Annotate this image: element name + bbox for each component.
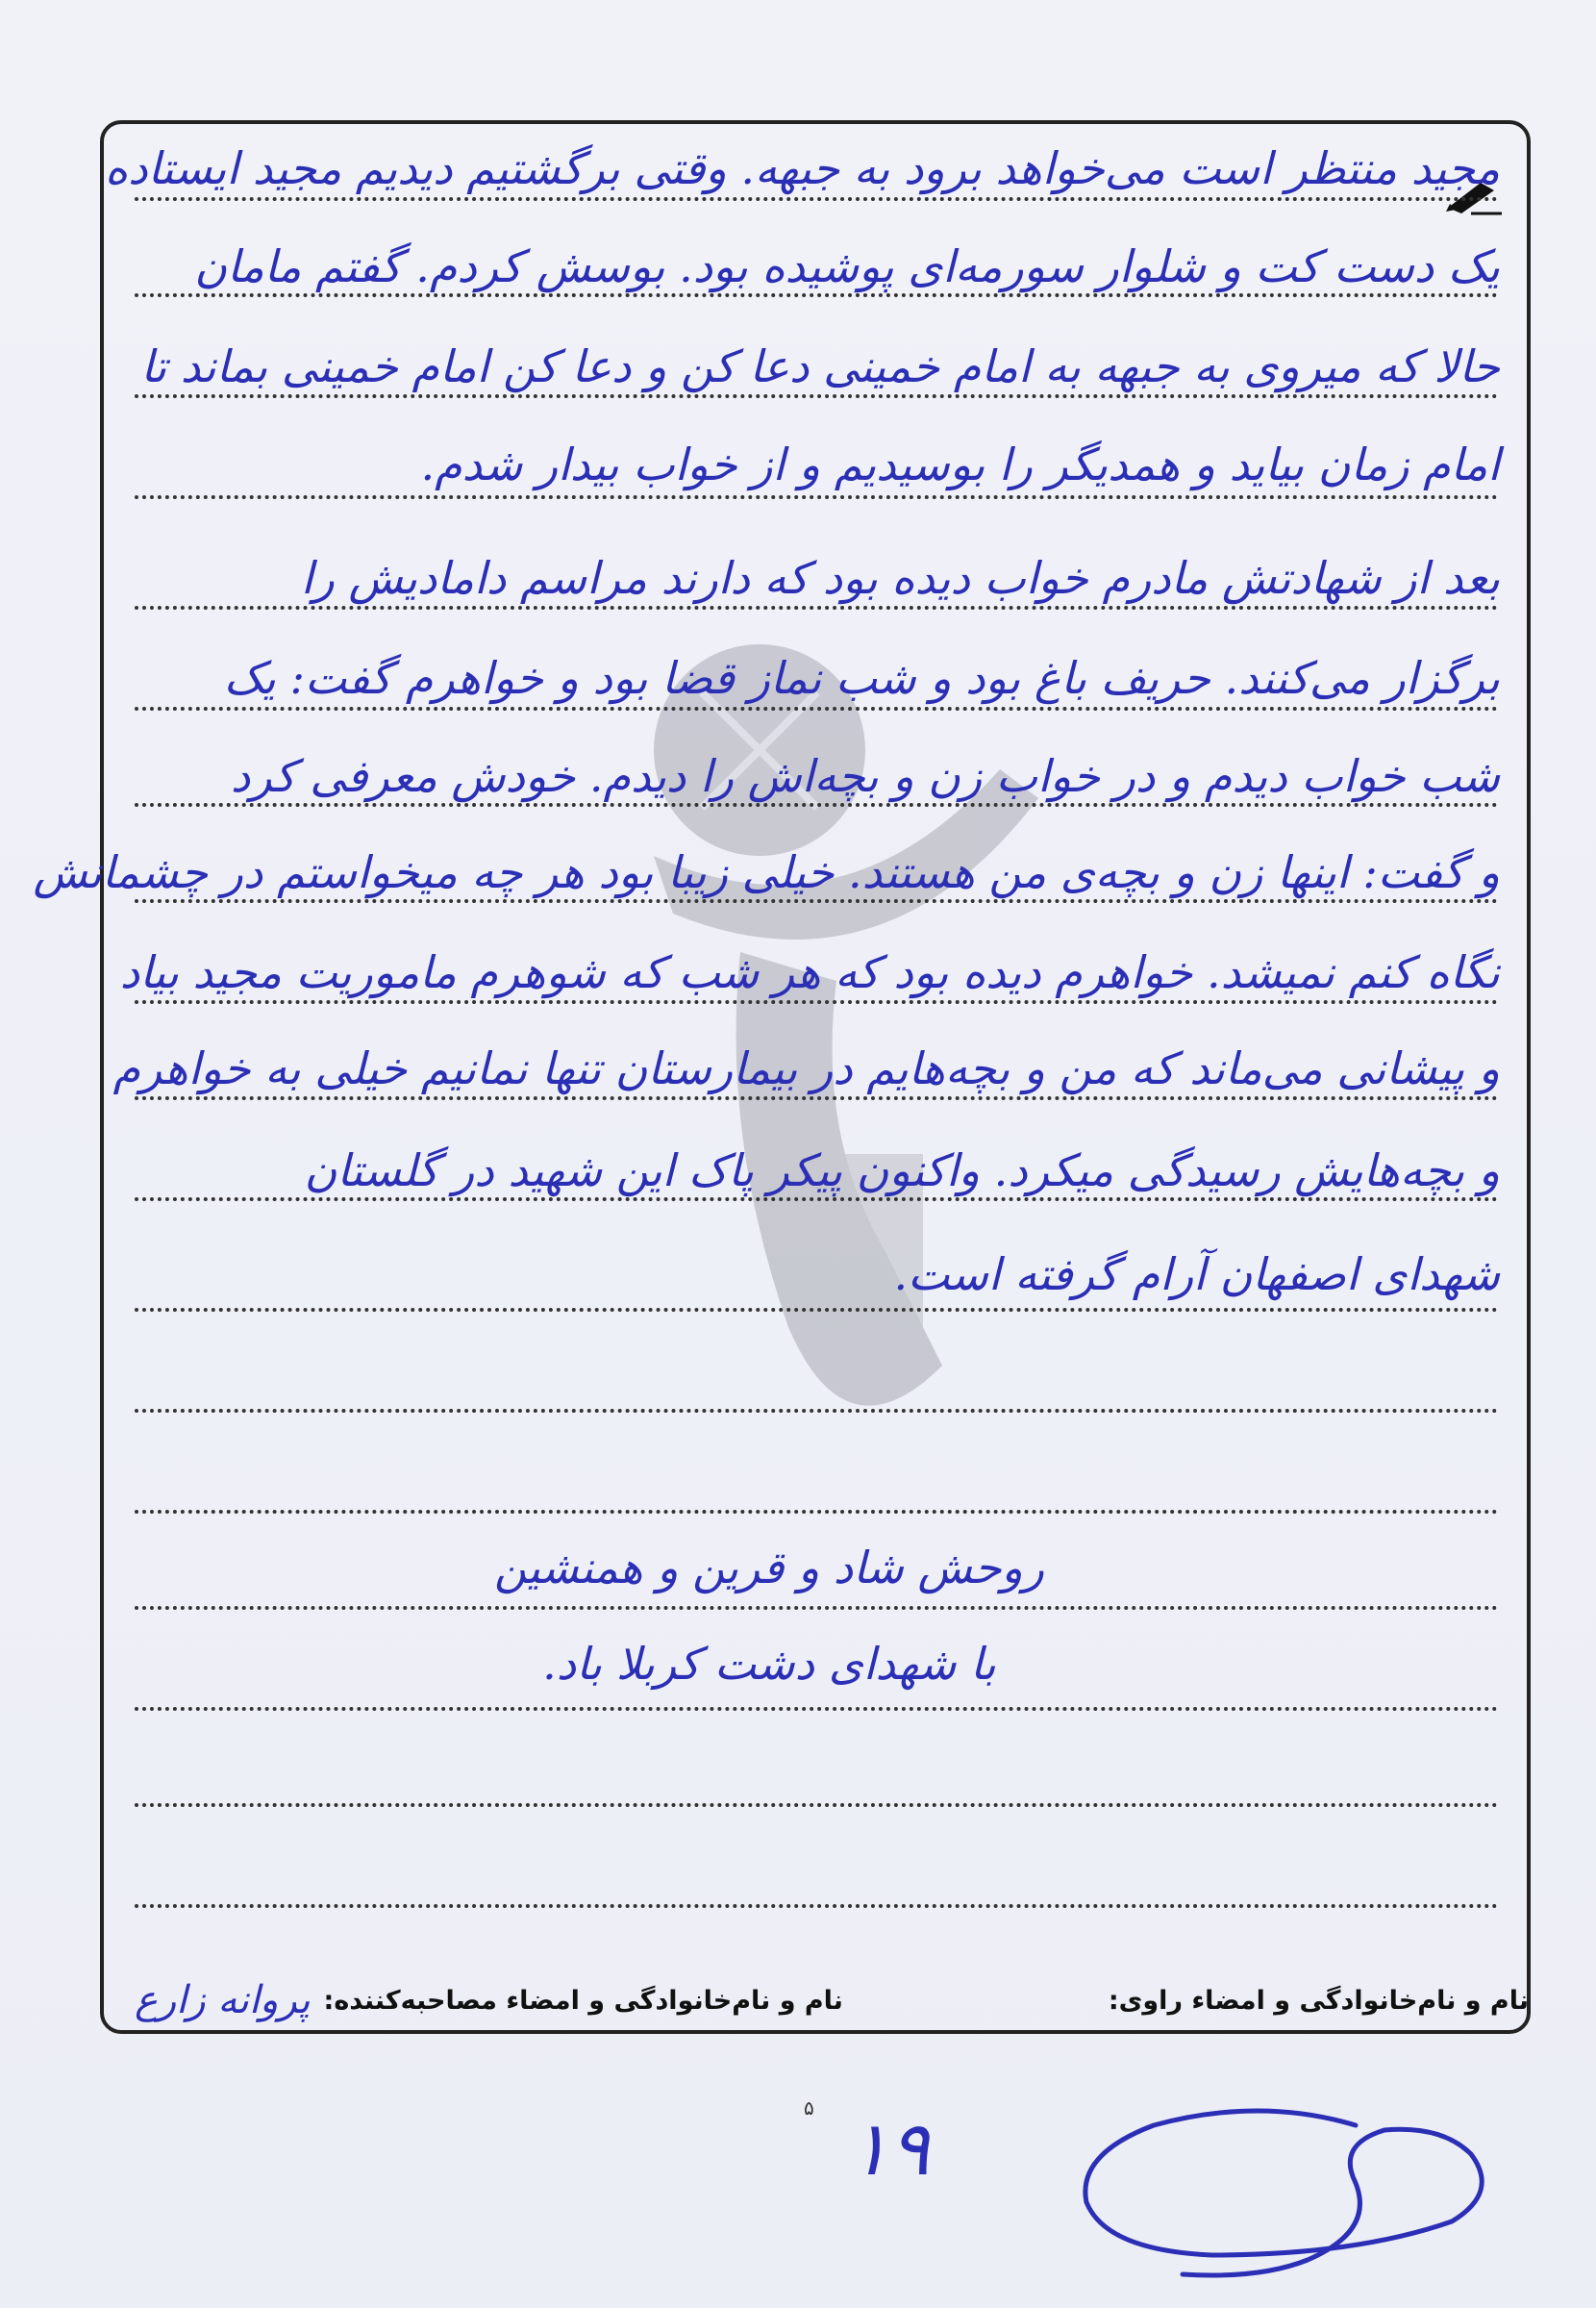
narrative-line: بعد از شهادتش مادرم خواب دیده بود که دارند مراسم دامادیش را <box>300 552 1500 604</box>
ruled-line <box>135 1510 1498 1514</box>
narrative-line: و بچه‌هایش رسیدگی میکرد. واکنون پیکر پاک این شهید در گلستان <box>304 1144 1500 1196</box>
page-number: ۱۹ <box>849 2106 930 2193</box>
interviewer-name: پروانه زارع <box>135 1978 311 2022</box>
narrative-line: شهدای اصفهان آرام گرفته است. <box>893 1248 1500 1300</box>
narrative-line: یک دست کت و شلوار سورمه‌ای پوشیده بود. بوسش کردم. گفتم مامان <box>194 240 1500 292</box>
ruled-line <box>135 1707 1498 1711</box>
narrative-line: و پیشانی می‌ماند که من و بچه‌هایم در بیمارستان تنها نمانیم خیلی به خواهرم <box>112 1042 1500 1094</box>
closing-line: با شهدای دشت کربلا باد. <box>542 1638 996 1690</box>
narrative-line: امام زمان بیاید و همدیگر را بوسیدیم و از خواب بیدار شدم. <box>420 439 1500 490</box>
closing-line: روحش شاد و قرین و همنشین <box>494 1542 1044 1593</box>
narrative-line: و گفت: اینها زن و بچه‌ی من هستند. خیلی زیبا بود هر چه میخواستم در چشمانش <box>33 846 1500 898</box>
signature-row <box>135 1971 1529 2029</box>
ruled-line <box>135 1409 1498 1413</box>
ruled-line <box>135 1904 1498 1908</box>
signature-mark <box>1067 2087 1509 2289</box>
narrator-label: نام و نام‌خانوادگی و امضاء راوی: <box>1108 1985 1529 2016</box>
narrative-line: حالا که میروی به جبهه به امام خمینی دعا کن و دعا کن امام خمینی بماند تا <box>140 340 1500 392</box>
interviewer-label: نام و نام‌خانوادگی و امضاء مصاحبه‌کننده: <box>323 1985 843 2016</box>
page-number-small: ۵ <box>804 2096 814 2120</box>
ruled-line <box>135 1803 1498 1807</box>
narrative-line: شب خواب دیدم و در خواب زن و بچه‌اش را دیدم. خودش معرفی کرد <box>230 750 1500 802</box>
narrative-line: نگاه کنم نمیشد. خواهرم دیده بود که هر شب که شوهرم ماموریت مجید بیاد <box>119 946 1500 998</box>
ruled-line <box>135 1606 1498 1610</box>
narrative-line: مجید منتظر است می‌خواهد برود به جبهه. وقتی برگشتیم دیدیم مجید ایستاده <box>105 142 1500 194</box>
narrative-line: برگزار می‌کنند. حریف باغ بود و شب نماز قضا بود و خواهرم گفت: یک <box>223 652 1500 704</box>
